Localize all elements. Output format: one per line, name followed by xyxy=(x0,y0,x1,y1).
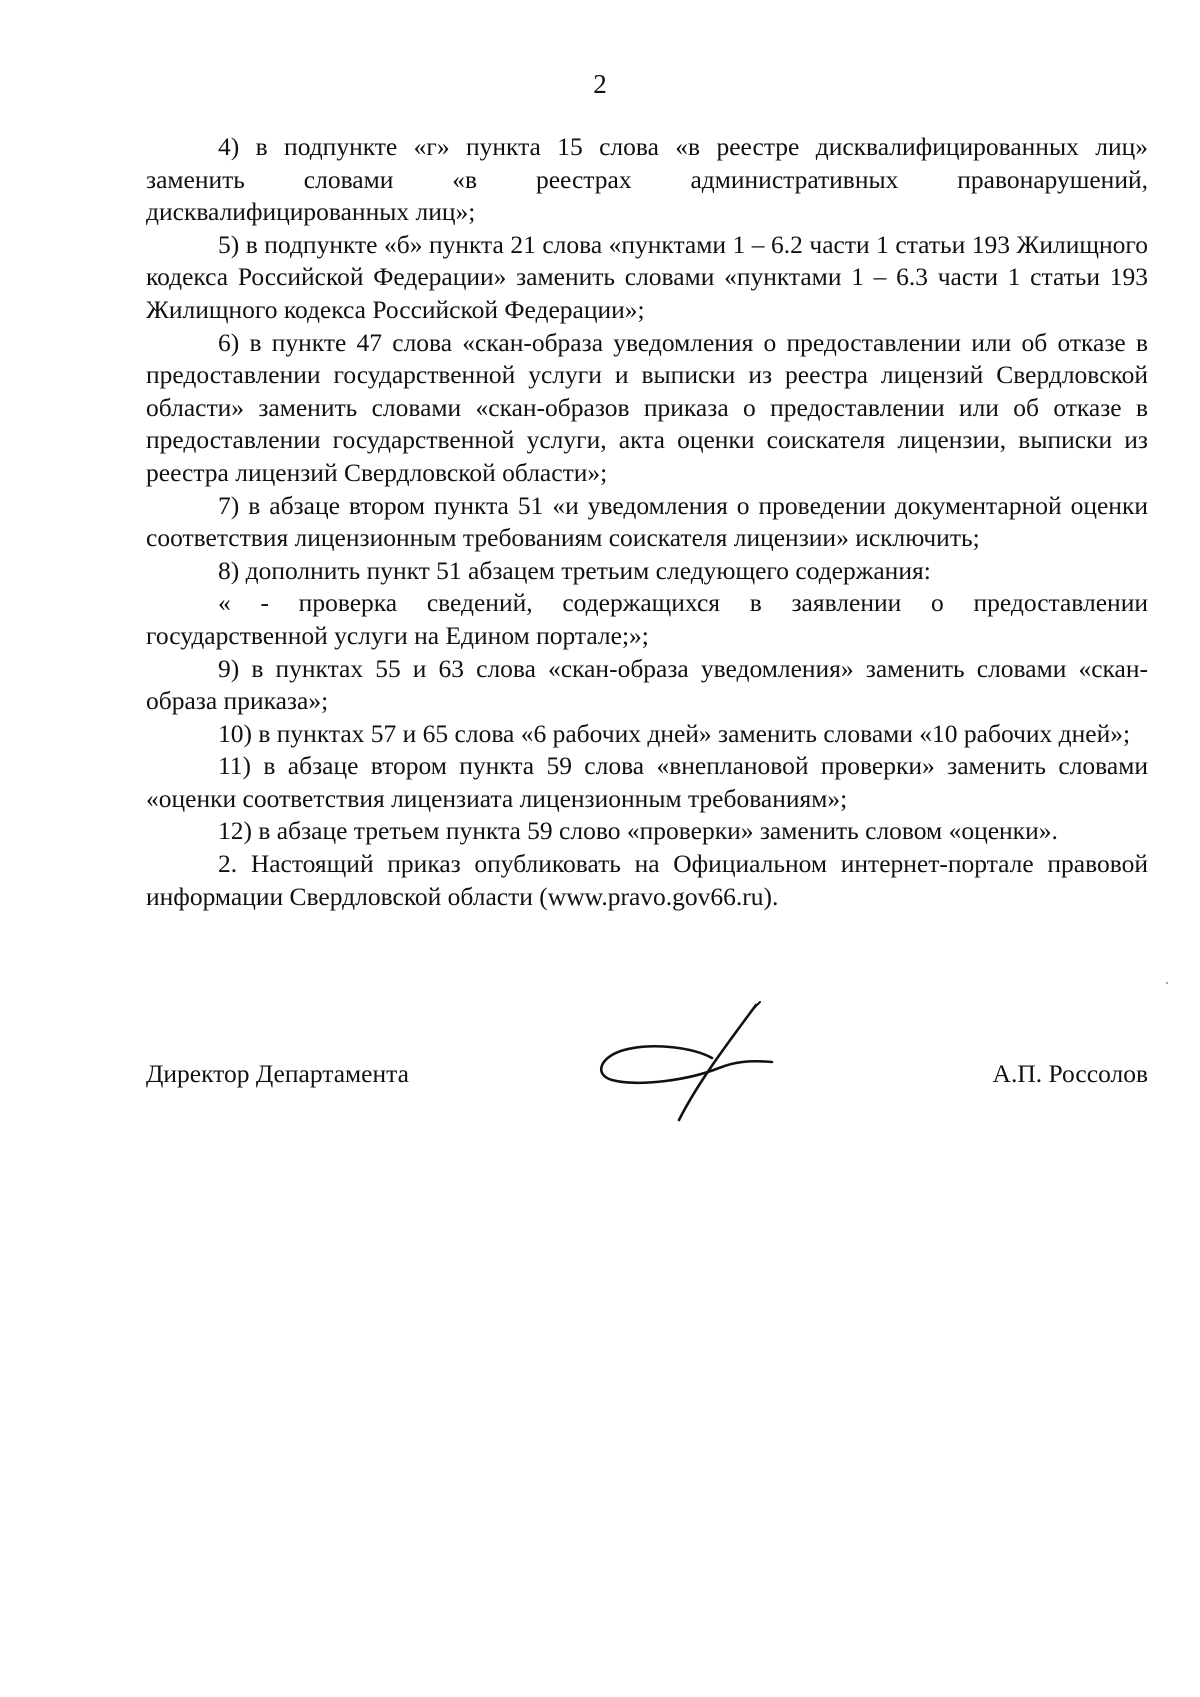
signatory-name: А.П. Россолов xyxy=(992,1059,1148,1088)
paragraph-item-12: 12) в абзаце третьем пункта 59 слово «проверки» заменить словом «оценки». xyxy=(218,816,1058,846)
paragraph-section-2: 2. Настоящий приказ опубликовать на Официальном интернет-портале правовой информации Свердловской области (www.pravo.gov66.ru). xyxy=(146,849,1148,911)
page-number: 2 xyxy=(593,69,607,99)
paragraph-item-7: 7) в абзаце втором пункта 51 «и уведомления о проведении документарной оценки соответствия лицензионным требованиям соискателя лицензии» исключить; xyxy=(146,490,1148,553)
paragraph-item-11: 11) в абзаце втором пункта 59 слова «внеплановой проверки» заменить словами «оценки соответствия лицензиата лицензионным требованиям»; xyxy=(146,751,1148,813)
document-body xyxy=(146,131,1148,913)
paragraph-item-5: 5) в подпункте «б» пункта 21 слова «пунктами 1 – 6.2 части 1 статьи 193 Жилищного кодекса Российской Федерации» заменить словами «пунктами 1 – 6.3 части 1 статьи 193 Жилищного кодекса Российской Федерации»; xyxy=(146,229,1148,324)
signature-block xyxy=(146,1030,1148,1130)
paragraph-item-8: 8) дополнить пункт 51 абзацем третьим следующего содержания: xyxy=(218,555,931,585)
paragraph-item-6: 6) в пункте 47 слова «скан-образа уведомления о предоставлении или об отказе в предоставлении государственной услуги и выписки из реестра лицензий Свердловской области» заменить словами «скан-образов приказа о предоставлении или об отказе в предоставлении государственной услуги, акта оценки соискателя лицензии, выписки из реестра лицензий Свердловской области»; xyxy=(146,327,1148,487)
handwritten-signature-icon xyxy=(584,1000,784,1130)
paragraph-item-9: 9) в пунктах 55 и 63 слова «скан-образа уведомления» заменить словами «скан-образа приказа»; xyxy=(146,653,1148,716)
signatory-title: Директор Департамента xyxy=(146,1059,409,1088)
paragraph-item-10: 10) в пунктах 57 и 65 слова «6 рабочих дней» заменить словами «10 рабочих дней»; xyxy=(218,718,1131,748)
scan-speck xyxy=(1166,982,1168,984)
paragraph-item-8-quote: « - проверка сведений, содержащихся в заявлении о предоставлении государственной услуги на Едином портале;»; xyxy=(146,588,1148,650)
paragraph-item-4: 4) в подпункте «г» пункта 15 слова «в реестре дисквалифицированных лиц» заменить словами «в реестрах административных правонарушений, дисквалифицированных лиц»; xyxy=(146,132,1148,227)
